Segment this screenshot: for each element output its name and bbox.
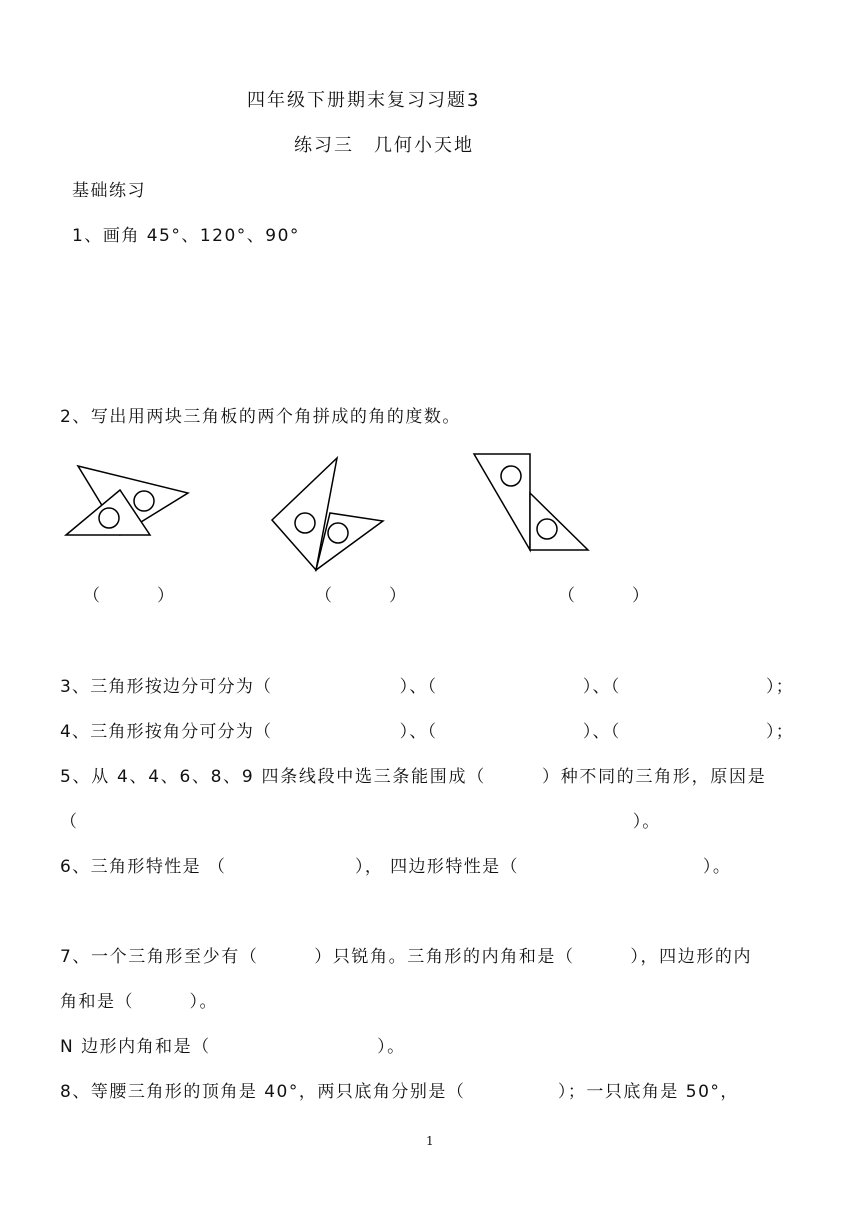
set-square-3a — [474, 454, 530, 550]
section-heading: 基础练习 — [72, 181, 146, 201]
answer-blank-3: （ ） — [558, 586, 651, 606]
question-3: 3、三角形按边分可分为（ ）、（ ）、（ ）； — [60, 677, 794, 697]
question-5-line-1: 5、从 4、4、6、8、9 四条线段中选三条能围成（ ）种不同的三角形，原因是 — [60, 767, 767, 787]
page-number: 1 — [426, 1134, 434, 1148]
question-7-line-3: N 边形内角和是（ ）。 — [60, 1037, 406, 1057]
set-square-3b — [530, 493, 588, 550]
question-4: 4、三角形按角分可分为（ ）、（ ）、（ ）； — [60, 722, 794, 742]
question-5-line-2: （ ）。 — [60, 812, 661, 832]
answer-blank-1: （ ） — [83, 586, 176, 606]
answer-blank-2: （ ） — [315, 586, 408, 606]
set-square-hole-3a — [501, 466, 521, 486]
question-7-line-1: 7、一个三角形至少有（ ）只锐角。三角形的内角和是（ ），四边形的内 — [60, 947, 753, 967]
question-6: 6、三角形特性是 （ ）， 四边形特性是（ ）。 — [60, 857, 732, 877]
question-8: 8、等腰三角形的顶角是 40°，两只底角分别是（ ）；一只底角是 50°， — [60, 1082, 739, 1102]
question-1: 1、画角 45°、120°、90° — [72, 226, 300, 246]
question-2: 2、写出用两块三角板的两个角拼成的角的度数。 — [60, 407, 461, 427]
question-7-line-2: 角和是（ ）。 — [60, 992, 218, 1012]
set-square-hole-3b — [537, 519, 557, 539]
page-title: 四年级下册期末复习习题3 — [247, 90, 481, 111]
page-subtitle: 练习三 几何小天地 — [294, 135, 474, 156]
